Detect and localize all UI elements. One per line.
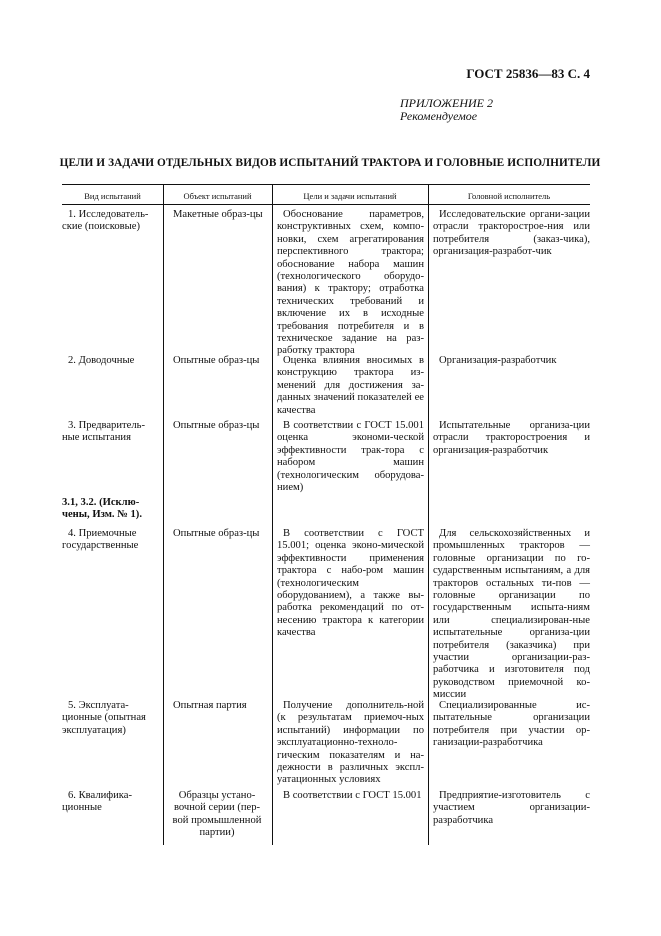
column-divider xyxy=(163,185,164,845)
column-header-object: Объект испытаний xyxy=(183,191,252,201)
column-divider xyxy=(272,185,273,845)
cell-object: Опытная партия xyxy=(173,700,247,711)
cell-object: Образцы устано-вочной серии (пер-вой промышленной партии) xyxy=(172,790,262,839)
appendix-title: ПРИЛОЖЕНИЕ 2 xyxy=(400,96,493,110)
cell-executor: Испытательные организа-ции отрасли тракторостроения и организация-разработчик xyxy=(433,420,590,456)
cell-type: 3.1, 3.2. (Исклю-чены, Изм. № 1). xyxy=(62,497,142,521)
column-header-goals: Цели и задачи испытаний xyxy=(303,191,397,201)
cell-goals: Обоснование параметров, конструктивных схем, компо-новки, схем агрегатирования перспективного трактора; обоснование набора машин (технологического оборудо-вания) к трактору; отработка технических требований и включение их в исходные требования потребителя и в техническое задание на раз-работку трактора xyxy=(277,209,424,357)
cell-goals: В соответствии с ГОСТ 15.001 оценка экономи-ческой эффективности трак-тора с набором машин (технологическим оборудова-нием) xyxy=(277,420,424,494)
cell-executor: Организация-разработчик xyxy=(439,355,557,366)
document-reference: ГОСТ 25836—83 С. 4 xyxy=(466,66,590,81)
cell-goals: Оценка влияния вносимых в конструкцию трактора из-менений для достижения за-данных значений показателей ее качества xyxy=(277,355,424,416)
appendix-label xyxy=(400,97,590,123)
column-header-type: Вид испытаний xyxy=(84,191,141,201)
cell-type: 4. Приемочные государственные xyxy=(62,528,139,552)
cell-object: Опытные образ-цы xyxy=(173,355,260,366)
cell-object: Макетные образ-цы xyxy=(173,209,263,220)
cell-executor: Предприятие-изготовитель с участием организации-разработчика xyxy=(433,790,590,826)
page-title: ЦЕЛИ И ЗАДАЧИ ОТДЕЛЬНЫХ ВИДОВ ИСПЫТАНИЙ ТРАКТОРА И ГОЛОВНЫЕ ИСПОЛНИТЕЛИ xyxy=(59,157,601,169)
cell-executor: Специализированные ис-пытательные организации потребителя при участии ор-ганизации-разработчика xyxy=(433,700,590,749)
cell-type: 5. Эксплуата-ционные (опытная эксплуатация) xyxy=(62,700,146,736)
cell-type: 3. Предваритель-ные испытания xyxy=(62,420,146,444)
cell-type: 2. Доводочные xyxy=(68,355,135,366)
column-header-executor: Головной исполнитель xyxy=(467,191,551,201)
cell-type: 1. Исследователь-ские (поисковые) xyxy=(62,209,149,233)
table-top-rule xyxy=(62,184,590,185)
cell-goals: Получение дополнитель-ной (к результатам приемоч-ных испытаний) информации по эксплуатационно-техноло-гическим показателям и на-дежности в различных экспл-уатационных условиях xyxy=(277,700,424,786)
cell-executor: Для сельскохозяйственных и промышленных тракторов — головные организации по го-сударственным испытаниям, а для тракторов остальных ти-пов — головные организации по государственным испыта-ниям или специализирован-ные испытательные организа-ции потребителя (заказчика) при участии организации-раз-работчика и изготовителя под руководством приемочной ко-миссии xyxy=(433,528,590,701)
cell-executor: Исследовательские органи-зации отрасли тракторострое-ния или потребителя (заказ-чика), организация-разработ-чик xyxy=(433,209,590,258)
appendix-status: Рекомендуемое xyxy=(400,109,478,123)
cell-object: Опытные образ-цы xyxy=(173,420,260,431)
cell-goals: В соответствии с ГОСТ 15.001 xyxy=(283,790,422,801)
cell-type: 6. Квалифика-ционные xyxy=(62,790,133,814)
column-divider xyxy=(428,185,429,845)
table-header-rule xyxy=(62,204,590,205)
cell-object: Опытные образ-цы xyxy=(173,528,260,539)
cell-goals: В соответствии с ГОСТ 15.001; оценка эконо-мической эффективности применения трактора с набо-ром машин (технологическим оборудованием), а также вы-работка рекомендаций по от-несению трактора к категории качества xyxy=(277,528,424,639)
